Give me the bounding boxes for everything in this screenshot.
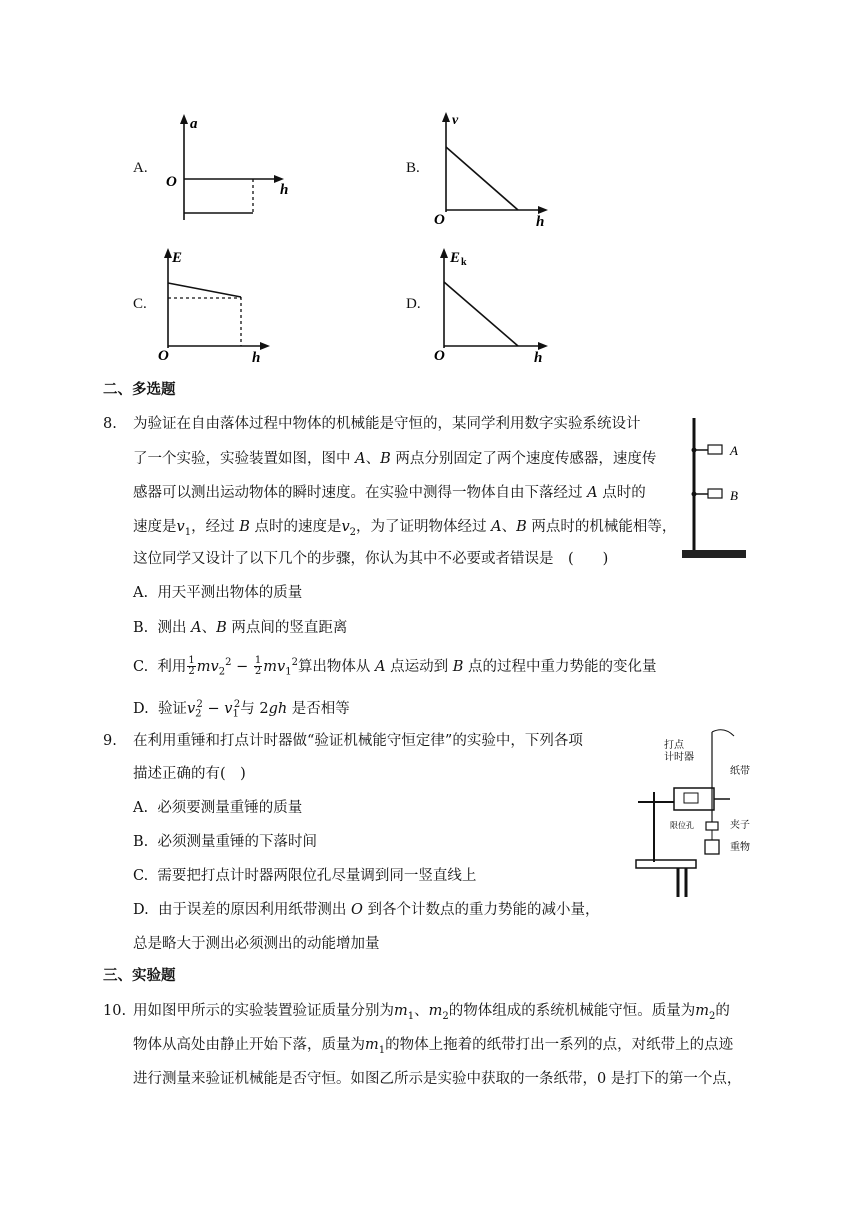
sensor-stand-figure [680,414,750,562]
timer-label-1: 打点 [664,740,684,751]
option-d-label: D. [406,296,421,312]
timer-label-2: 计时器 [664,752,694,763]
graph-d-yaxis-sub: k [461,257,467,268]
graph-c [154,244,284,366]
graph-c-yaxis: E [172,250,183,266]
option-a[interactable]: A. 用天平测出物体的质量 [133,585,303,601]
option-a[interactable]: A. 必须要测量重锤的质量 [133,800,303,816]
option-c[interactable]: C. 需要把打点计时器两限位孔尽量调到同一竖直线上 [133,868,477,884]
section-heading-multiple-choice: 二、多选题 [103,381,176,398]
graph-b [430,110,560,230]
graph-d-xaxis: h [534,350,543,366]
option-c-label: C. [133,296,147,312]
ticker-timer-figure [634,722,764,900]
graph-b-origin: O [434,212,445,228]
sensor-a-label: A [730,443,738,458]
question-text: 在利用重锤和打点计时器做“验证机械能守恒定律”的实验中，下列各项 [133,733,583,749]
graph-b-xaxis: h [536,214,545,230]
question-text: 感器可以测出运动物体的瞬时速度。在实验中测得一物体自由下落经过 A 点时的 [133,485,646,501]
question-number: 9. [103,733,117,749]
question-text: 用如图甲所示的实验装置验证质量分别为$m_1$、$m_2$的物体组成的系统机械能守恒。质量为$m_2$的 [133,1003,730,1022]
option-b[interactable]: B. 测出 A、B 两点间的竖直距离 [133,620,348,636]
option-d-continued: 总是略大于测出必须测出的动能增加量 [133,936,380,952]
option-d[interactable]: D. 验证$v_2^2 - v_1^2$与 2gh 是否相等 [133,699,350,720]
clip-label: 夹子 [730,820,750,831]
graph-b-yaxis: v [452,113,459,128]
option-d[interactable]: D. 由于误差的原因利用纸带测出 O 到各个计数点的重力势能的减小量， [133,902,600,918]
question-text: 描述正确的有( ) [133,766,246,782]
question-text: 为验证在自由落体过程中物体的机械能是守恒的，某同学利用数字实验系统设计 [133,416,641,432]
question-text: 进行测量来验证机械能是否守恒。如图乙所示是实验中获取的一条纸带，0 是打下的第一个点， [133,1071,742,1087]
graph-a-origin: O [166,174,177,190]
section-heading-experiment: 三、实验题 [103,967,176,984]
option-a-label: A. [133,160,148,176]
graph-d-origin: O [434,348,445,364]
question-text: 了一个实验，实验装置如图，图中 A、B 两点分别固定了两个速度传感器，速度传 [133,451,657,467]
option-c[interactable]: C. 利用 $\frac{1}{2}$ $mv_2^2$ − $\frac{1}{2}$ $mv_1^2$算出物体从 A 点运动到 B 点的过程中重力势能的变化量 [133,655,657,678]
option-b-label: B. [406,160,420,176]
question-text: 物体从高处由静止开始下落，质量为$m_1$的物体上拖着的纸带打出一系列的点，对纸带上的点迹 [133,1037,734,1056]
question-text: 速度是$v_1$，经过 B 点时的速度是$v_2$，为了证明物体经过 A、B 两点时的机械能相等， [133,519,677,538]
graph-a-yaxis: a [190,116,198,132]
question-text: 这位同学又设计了以下几个的步骤，你认为其中不必要或者错误是 ( ) [133,551,609,567]
graph-c-origin: O [158,348,169,364]
graph-c-xaxis: h [252,350,261,366]
question-number: 10. [103,1003,127,1019]
graph-a [160,112,300,230]
question-number: 8. [103,416,117,432]
tape-label: 纸带 [730,766,750,777]
option-b[interactable]: B. 必须测量重锤的下落时间 [133,834,317,850]
limit-hole-label: 限位孔 [670,821,694,830]
weight-label: 重物 [730,842,750,853]
graph-d [430,244,560,366]
graph-a-xaxis: h [280,182,289,198]
sensor-b-label: B [730,488,738,503]
graph-d-yaxis: E [450,250,461,266]
